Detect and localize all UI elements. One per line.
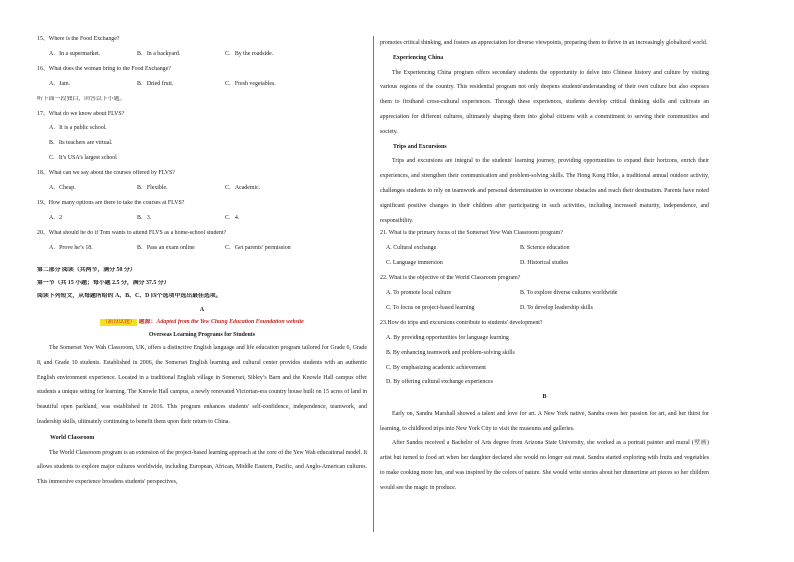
option-a: A．2 [49, 214, 63, 221]
option-c: C．Fresh vegetables. [225, 80, 276, 87]
option-c: C．Get parents’ permission [225, 244, 291, 251]
option-b: B．Pass an exam online [137, 244, 195, 251]
option-c: C. Language immersion [386, 260, 443, 267]
question-20-options [49, 245, 367, 252]
option-b: B．Flexible. [137, 185, 168, 192]
world-classroom-heading: World Classroom [50, 434, 95, 441]
question-23: 23.How do trips and excursions contribute to students' development? [380, 319, 543, 326]
question-16: 16、What does the woman bring to the Food Exchange? [37, 65, 171, 72]
experiencing-china-heading: Experiencing China [393, 54, 444, 61]
option-d: D. Historical studies [520, 260, 569, 267]
option-a: A．Prove he’s 18. [49, 244, 93, 251]
left-column [37, 36, 367, 490]
passage-a-letter: A [199, 306, 205, 313]
option-d: D. To develop leadership skills [520, 304, 593, 311]
option-c: C. To focus on project-based learning [386, 304, 475, 311]
option-c: C．Academic. [225, 185, 261, 192]
reading-instruction: 阅读下列短文，从每题所给的 A、B、C、D 四个选项中选出最佳选项。 [37, 293, 222, 300]
option-a: A．It is a public school. [49, 125, 107, 132]
listening-instruction: 听下面一段独白，回答以下小题。 [37, 95, 126, 102]
question-22-options-row-2 [386, 305, 709, 312]
option-b: B. To explore diverse cultures worldwide [520, 289, 618, 296]
passage-b-paragraph-1: Early on, Sandra Marshall showed a talent and love for art. A New York native, Sandra owes her passion for art, and her thirst for learning, to childhood trips into New York City to visit the museums and galleries. [380, 410, 709, 432]
question-19-options [49, 215, 367, 222]
option-b: B．Dried fruit. [137, 80, 174, 87]
question-21-options-row-1 [386, 245, 709, 252]
question-17: 17、What do we know about FLVS? [37, 110, 125, 117]
option-a: A. Cultural exchange [386, 245, 437, 252]
question-15: 15、Where is the Food Exchange? [37, 36, 120, 42]
option-a: A. To promote local culture [386, 289, 452, 296]
option-a: A. By providing opportunities for language learning [386, 334, 509, 341]
question-22-options-row-1 [386, 290, 709, 297]
option-b: B. Science education [520, 245, 570, 252]
option-a: A．In a supermarket. [49, 50, 101, 57]
experiencing-china-paragraph: The Experiencing China program offers secondary students the opportunity to delve into Chinese history and culture by visiting various regions of the country. This residential program not only deepens students'understanding of their own culture but also exposes them to firsthand cross-cultural experiences. Through these experiences, students develop critical thinking skills and cultivate an appreciation for different cultures, ultimately shaping them into global citizens with a commitment to serving their communities and society. [380, 69, 709, 135]
option-c: C. By emphasizing academic achievement [386, 364, 486, 371]
question-22: 22. What is the objective of the World Classroom program? [380, 275, 521, 282]
trips-heading: Trips and Excursions [393, 143, 447, 150]
option-b: B. By enhancing teamwork and problem-solving skills [386, 349, 515, 356]
column-divider [373, 36, 374, 532]
right-column [380, 36, 709, 496]
question-20: 20、What should he do if Tom wants to attend FLVS as a home-school student? [37, 229, 227, 236]
section-title: 第一节（共 15 小题；每小题 2.5 分，满分 37.5 分） [37, 280, 170, 286]
source-text: Adapted from the Yew Chung Education Foundation website [156, 319, 304, 326]
question-15-options [49, 51, 367, 58]
question-18: 18、What can we say about the courses offered by FLVS? [37, 170, 175, 177]
option-c: C．4. [225, 214, 240, 221]
passage-a-title: Overseas Learning Programs for Students [148, 331, 256, 338]
option-b: B．Its teachers are virtual. [49, 140, 113, 147]
passage-b-letter: B [542, 394, 547, 401]
trips-paragraph: Trips and excursions are integral to the students' learning journey, providing opportunities to expand their horizons, enrich their experiences, and strengthen their communication and problem-solving skills. The Hong Kong Hike, a traditional annual outdoor activity, challenges students to rely on teamwork and personal determination to overcome obstacles and reach their destination. Parents have noted significant positive changes in their children after participating in such activities, including increased maturity, independence, and responsibility. [380, 158, 709, 224]
world-classroom-paragraph: The World Classroom program is an extension of the project-based learning approach at the core of the Yew Wah educational model. It allows students to explore major cultures worldwide, including European, African, Middle Eastern, Pacific, and Anglo-American cultures. This immersive experience broadens students' perspectives, [37, 449, 367, 486]
option-a: A．Cheap. [49, 185, 76, 192]
new-question-tag: （新设试题） [102, 319, 136, 326]
part-title: 第二部分 阅读（共两节，满分 50 分） [37, 266, 136, 273]
option-b: B．In a backyard. [137, 50, 181, 57]
option-b: B．3. [137, 214, 152, 221]
passage-b-paragraph-2: After Sandra received a Bachelor of Arts degree from Arizona State University, she worked as a portrait painter and mural (壁画) artist but turned to food art when her daughter declared she would no longer eat meat. Sandra started exploring with fruits and vegetables to make cooking more fun, and was inspired by the colors of nature. She would write stories about her dinnertime art pieces so her children would see the magic in produce. [380, 440, 709, 491]
question-16-options [49, 81, 367, 88]
question-19: 19、How many options are there to take the courses at FLVS? [37, 199, 185, 206]
option-d: D. By offering cultural exchange experiences [386, 379, 493, 386]
source-line [37, 319, 367, 326]
world-classroom-paragraph-continued: promotes critical thinking, and fosters an appreciation for diverse viewpoints, preparing them to thrive in an increasingly globalized world. [380, 40, 708, 46]
option-a: A．Jam. [49, 80, 71, 87]
passage-a-paragraph-1: The Somerset Yew Wah Classroom, UK, offers a distinctive English language and life education program tailored for Grade 6, Grade 8, and Grade 10 students. Established in 2006, the Somerset English learning and cultural center provides students with an authentic English environment experience. Located in a traditional English village in Somerset, Sibley’s Barn and the Knowle Hall campus offer students a unique setting for learning. The Knowle Hall campus, a newly renovated Victorian-era country house built on 15 acres of land in beautiful open parkland, was established in 2016. This program enhances students' self-confidence, independence, teamwork, and leadership skills, ultimately continuing to benefit them upon their return to China. [37, 345, 367, 426]
question-21: 21. What is the primary focus of the Somerset Yew Wah Classroom program? [380, 230, 563, 237]
source-label: 题源： [138, 319, 157, 326]
question-18-options [49, 185, 367, 192]
option-c: C．By the roadside. [225, 50, 274, 57]
question-21-options-row-2 [386, 260, 709, 267]
option-c: C．It’s USA’s largest school [49, 155, 117, 162]
